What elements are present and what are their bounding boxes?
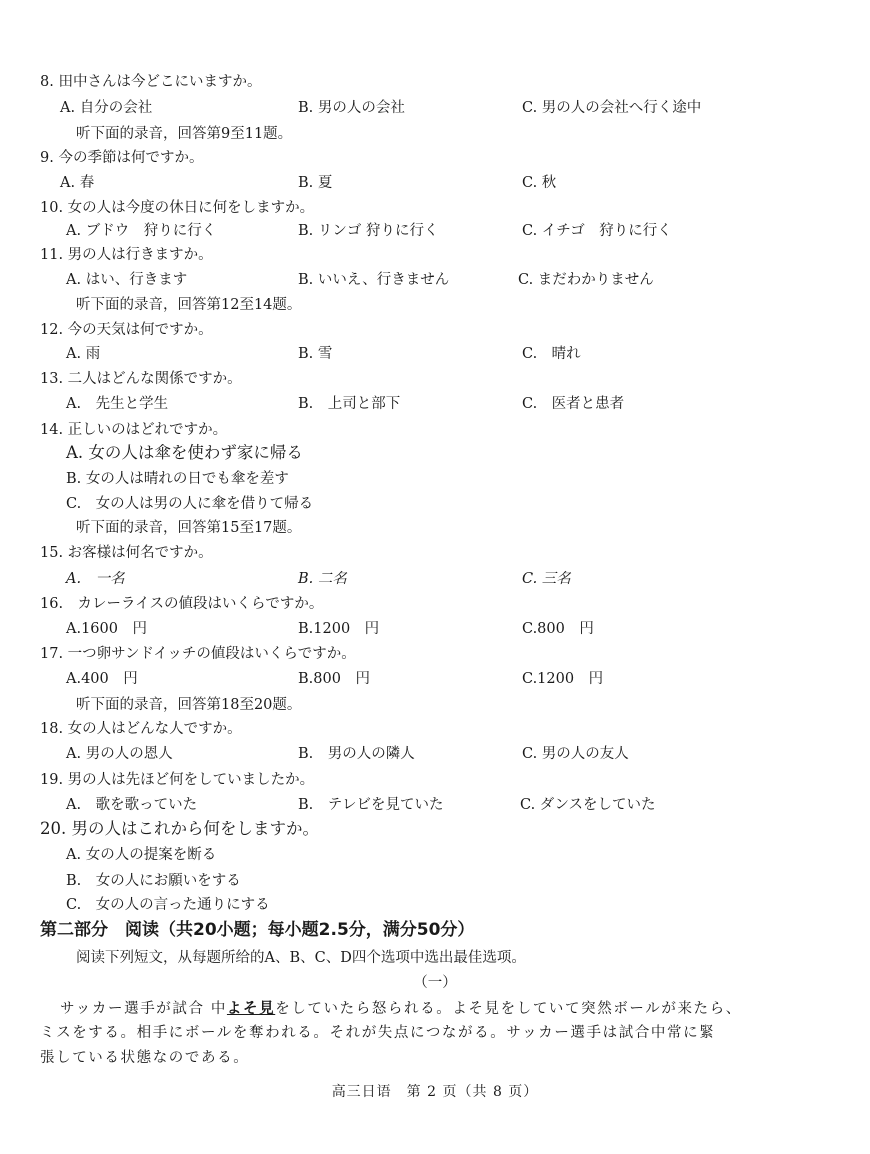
question-19-stem: 19. 男の人は先ほど何をしていましたか。 (40, 772, 315, 788)
q10-option-a: A. ブドウ 狩りに行く (66, 223, 217, 239)
question-18-stem: 18. 女の人はどんな人ですか。 (40, 721, 242, 737)
q14-option-a: A. 女の人は傘を使わず家に帰る (66, 443, 303, 462)
q11-option-c: C. まだわかりません (518, 272, 654, 288)
q8-option-c: C. 男の人の会社へ行く途中 (522, 100, 702, 116)
q10-option-b: B. リンゴ 狩りに行く (298, 223, 439, 239)
q9-option-c: C. 秋 (522, 175, 557, 191)
q14-option-c: C. 女の人は男の人に傘を借りて帰る (66, 496, 314, 512)
q17-option-b: B.800 円 (298, 671, 370, 687)
q11-option-a: A. はい、行きます (66, 272, 188, 288)
q13-option-c: C. 医者と患者 (522, 396, 625, 412)
q15-option-b: B. 二名 (298, 571, 347, 587)
passage-number: （一） (413, 975, 457, 991)
question-15-stem: 15. お客様は何名ですか。 (40, 545, 213, 561)
question-16-stem: 16. カレーライスの値段はいくらですか。 (40, 596, 324, 612)
q12-option-b: B. 雪 (298, 346, 333, 362)
passage-line-3: 張している状態なのである。 (40, 1050, 250, 1066)
q15-option-a: A. 一名 (66, 571, 125, 587)
passage-line-1 (60, 999, 742, 1019)
q20-option-b: B. 女の人にお願いをする (66, 873, 241, 889)
listening-intro-15-17: 听下面的录音，回答第15至17题。 (76, 520, 302, 536)
q16-option-c: C.800 円 (522, 621, 594, 637)
passage-line-2: ミスをする。相手にボールを奪われる。それが失点につながる。サッカー選手は試合中常に緊 (40, 1025, 716, 1041)
q11-option-b: B. いいえ、行きません (298, 272, 450, 288)
q10-option-c: C. イチゴ 狩りに行く (522, 223, 672, 239)
q9-option-a: A. 春 (60, 175, 95, 191)
question-13-stem: 13. 二人はどんな関係ですか。 (40, 371, 242, 387)
question-11-stem: 11. 男の人は行きますか。 (40, 247, 213, 263)
q15-option-c: C. 三名 (522, 571, 571, 587)
q12-option-c: C. 晴れ (522, 346, 581, 362)
q19-option-c: C. ダンスをしていた (520, 797, 656, 813)
question-12-stem: 12. 今の天気は何ですか。 (40, 322, 213, 338)
passage-line-1-start: サッカー選手が試合 中 (60, 1001, 227, 1017)
emphasized-word: よそ見 (226, 1000, 276, 1017)
q16-option-b: B.1200 円 (298, 621, 380, 637)
q12-option-a: A. 雨 (66, 346, 101, 362)
question-17-stem: 17. 一つ卵サンドイッチの値段はいくらですか。 (40, 646, 356, 662)
reading-instruction: 阅读下列短文，从每题所给的A、B、C、D四个选项中选出最佳选项。 (76, 950, 526, 966)
q18-option-b: B. 男の人の隣人 (298, 746, 415, 762)
passage-line-1-end: をしていたら怒られる。よそ見をしていて突然ボールが来たら、 (275, 1001, 742, 1017)
question-10-stem: 10. 女の人は今度の休日に何をしますか。 (40, 200, 315, 216)
q20-option-c: C. 女の人の言った通りにする (66, 897, 270, 913)
q9-option-b: B. 夏 (298, 175, 333, 191)
q17-option-c: C.1200 円 (522, 671, 604, 687)
listening-intro-18-20: 听下面的录音，回答第18至20题。 (76, 697, 302, 713)
question-14-stem: 14. 正しいのはどれですか。 (40, 422, 228, 438)
q18-option-c: C. 男の人の友人 (522, 746, 629, 762)
q18-option-a: A. 男の人の恩人 (66, 746, 173, 762)
q14-option-b: B. 女の人は晴れの日でも傘を差す (66, 471, 289, 487)
q16-option-a: A.1600 円 (66, 621, 147, 637)
q8-option-b: B. 男の人の会社 (298, 100, 405, 116)
question-8-stem: 8. 田中さんは今どこにいますか。 (40, 74, 262, 90)
q8-option-a: A. 自分の会社 (60, 100, 153, 116)
q20-option-a: A. 女の人の提案を断る (66, 847, 217, 863)
section-title-reading: 第二部分 阅读（共20小题；每小题2.5分，满分50分） (40, 920, 475, 940)
question-9-stem: 9. 今の季節は何ですか。 (40, 150, 204, 166)
page-footer: 高三日语 第 2 页（共 8 页） (331, 1084, 539, 1100)
q17-option-a: A.400 円 (66, 671, 138, 687)
q19-option-a: A. 歌を歌っていた (66, 797, 198, 813)
q19-option-b: B. テレビを見ていた (298, 797, 444, 813)
q13-option-b: B. 上司と部下 (298, 396, 401, 412)
question-20-stem: 20. 男の人はこれから何をしますか。 (40, 819, 319, 838)
listening-intro-12-14: 听下面的录音，回答第12至14题。 (76, 297, 302, 313)
q13-option-a: A. 先生と学生 (66, 396, 169, 412)
listening-intro-9-11: 听下面的录音，回答第9至11题。 (76, 126, 293, 142)
